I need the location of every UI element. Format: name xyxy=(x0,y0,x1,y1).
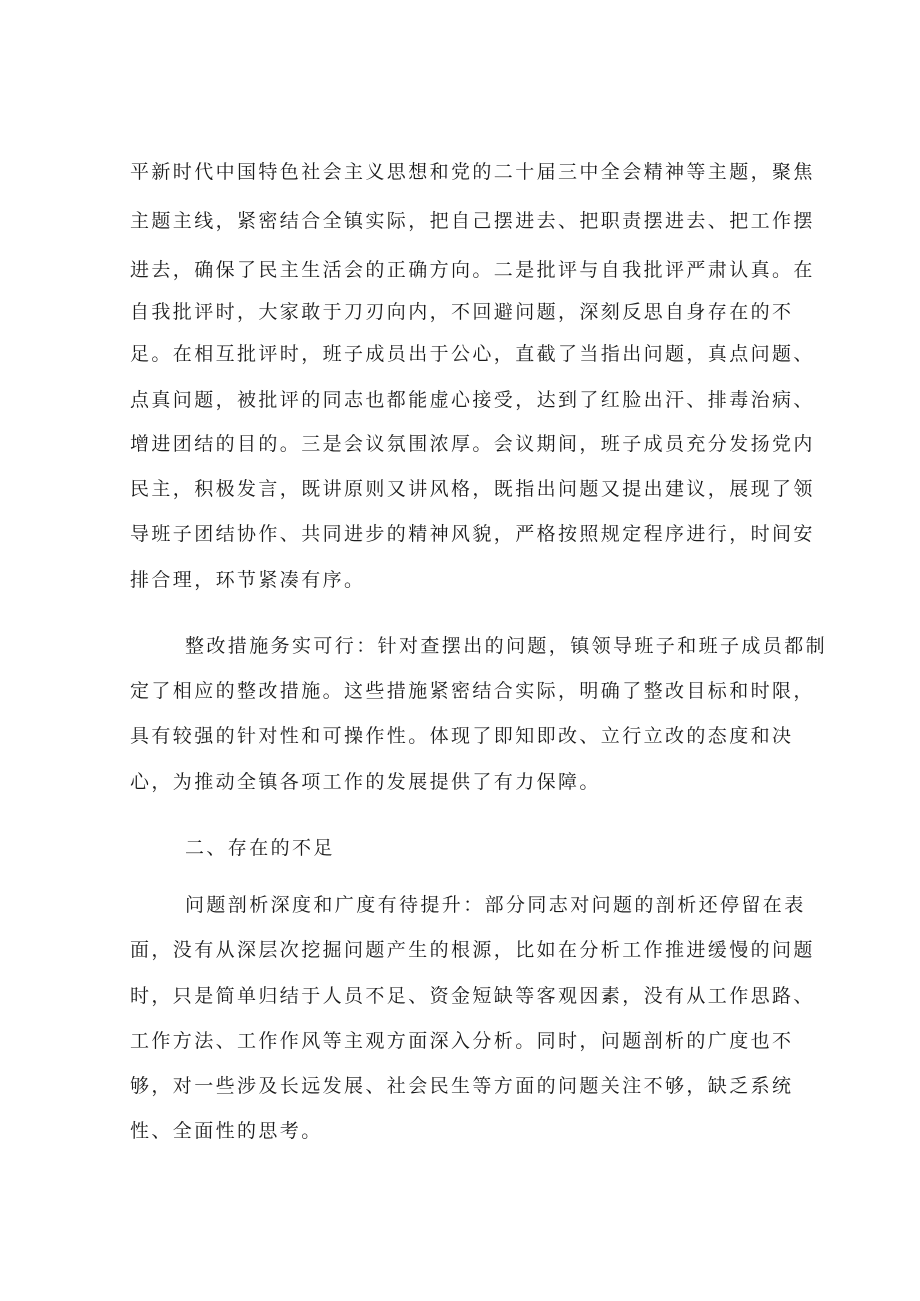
paragraph-2-line: 具有较强的针对性和可操作性。体现了即知即改、立行立改的态度和决 xyxy=(130,725,794,747)
paragraph-3-line: 够，对一些涉及长远发展、社会民生等方面的问题关注不够，缺乏系统 xyxy=(130,1075,794,1097)
paragraph-1-line: 自我批评时，大家敢于刀刃向内，不回避问题，深刻反思自身存在的不 xyxy=(130,301,794,323)
paragraph-1-line: 足。在相互批评时，班子成员出于公心，直截了当指出问题，真点问题、 xyxy=(130,343,815,365)
paragraph-1-line: 点真问题，被批评的同志也都能虚心接受，达到了红脸出汗、排毒治病、 xyxy=(130,389,815,411)
paragraph-2-line: 定了相应的整改措施。这些措施紧密结合实际，明确了整改目标和时限， xyxy=(130,680,815,702)
paragraph-3-line: 性、全面性的思考。 xyxy=(130,1120,323,1142)
paragraph-3-line: 面，没有从深层次挖掘问题产生的根源，比如在分析工作推进缓慢的问题 xyxy=(130,939,815,961)
paragraph-1-line: 民主，积极发言，既讲原则又讲风格，既指出问题又提出建议，展现了领 xyxy=(130,478,815,500)
paragraph-1-line: 导班子团结协作、共同进步的精神风貌，严格按照规定程序进行，时间安 xyxy=(130,523,815,545)
paragraph-1-line: 平新时代中国特色社会主义思想和党的二十届三中全会精神等主题，聚焦 xyxy=(130,161,815,183)
section-heading: 二、存在的不足 xyxy=(185,837,335,859)
paragraph-1-line: 主题主线，紧密结合全镇实际，把自己摆进去、把职责摆进去、把工作摆 xyxy=(130,210,815,232)
paragraph-2-line: 心，为推动全镇各项工作的发展提供了有力保障。 xyxy=(130,771,601,793)
paragraph-3-line: 问题剖析深度和广度有待提升：部分同志对问题的剖析还停留在表 xyxy=(185,894,806,916)
paragraph-3-line: 工作方法、工作作风等主观方面深入分析。同时，问题剖析的广度也不 xyxy=(130,1030,794,1052)
paragraph-3-line: 时，只是简单归结于人员不足、资金短缺等客观因素，没有从工作思路、 xyxy=(130,985,815,1007)
paragraph-2-line: 整改措施务实可行：针对查摆出的问题，镇领导班子和班子成员都制 xyxy=(185,635,828,657)
paragraph-1-line: 增进团结的目的。三是会议氛围浓厚。会议期间，班子成员充分发扬党内 xyxy=(130,433,815,455)
paragraph-1-line: 进去，确保了民主生活会的正确方向。二是批评与自我批评严肃认真。在 xyxy=(130,259,815,281)
paragraph-1-line: 排合理，环节紧凑有序。 xyxy=(130,569,366,591)
